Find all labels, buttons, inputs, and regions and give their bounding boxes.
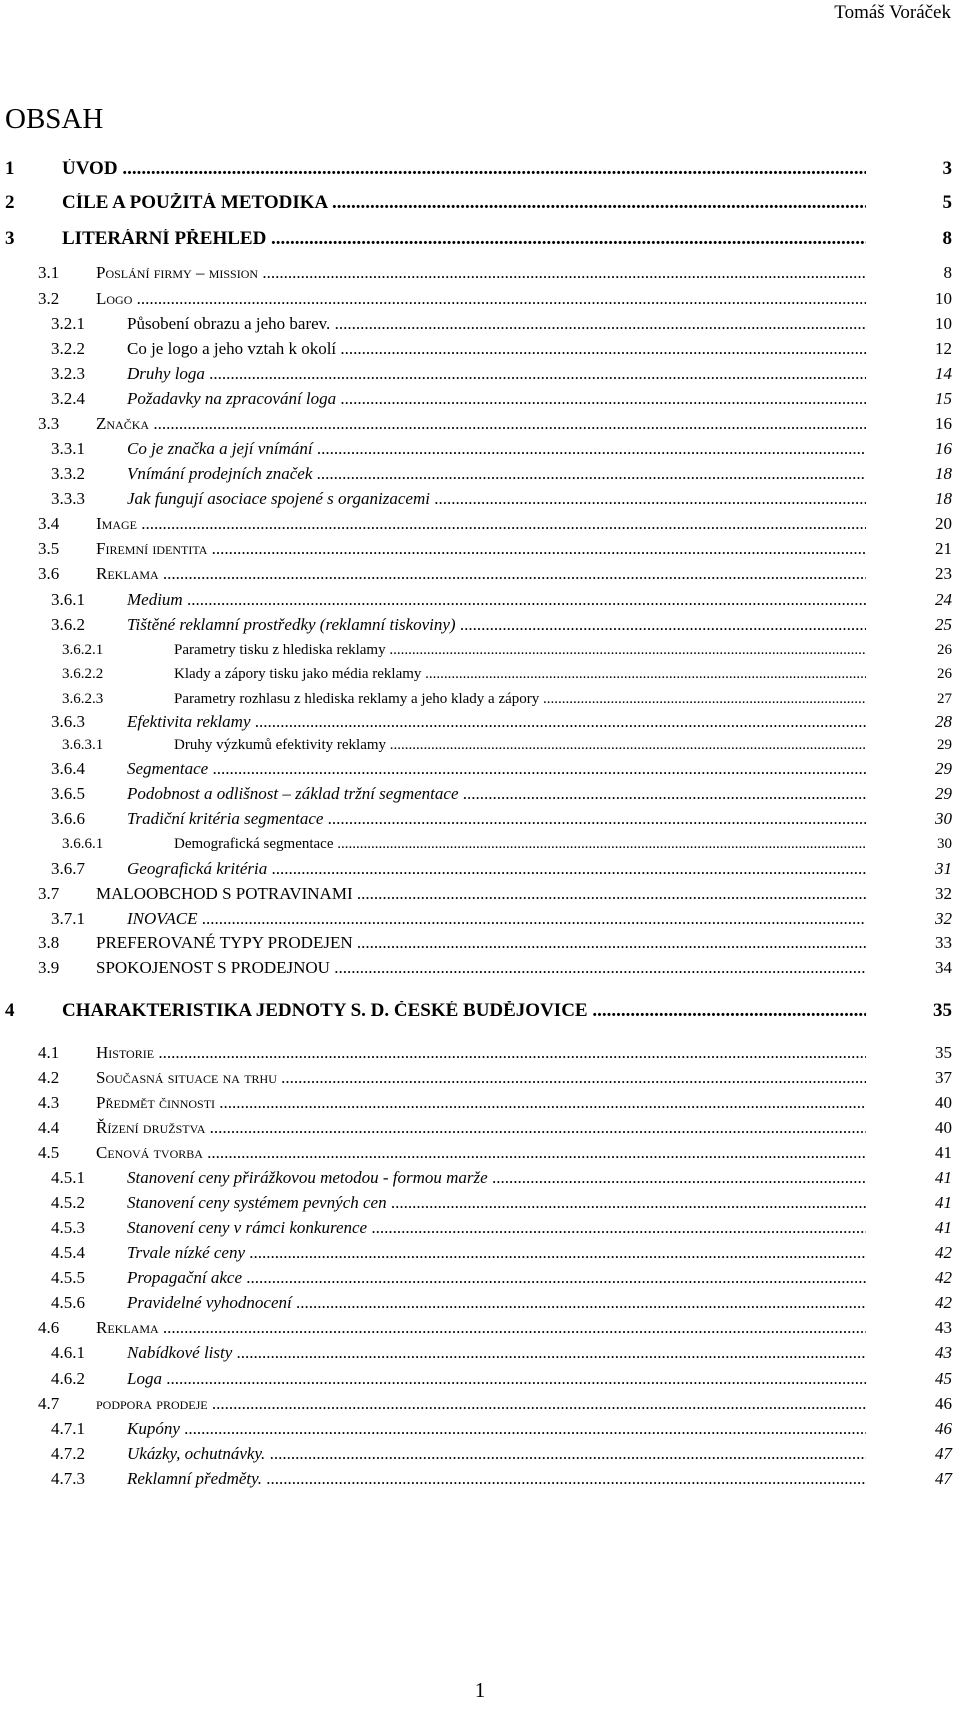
toc-entry-page: 42	[935, 1293, 952, 1312]
toc-entry-number: 3.3.1	[51, 439, 85, 458]
toc-entry[interactable]	[0, 514, 960, 540]
toc-entry[interactable]	[0, 735, 960, 761]
toc-entry-page: 14	[935, 364, 952, 383]
toc-entry-number: 2	[5, 192, 15, 213]
toc-entry-title: ÚVOD .....	[62, 159, 866, 179]
toc-entry-number: 3.6.7	[51, 859, 85, 878]
page-title: OBSAH	[5, 103, 104, 135]
toc-entry[interactable]	[0, 289, 960, 315]
toc-entry-number: 3.6.2.1	[62, 642, 104, 658]
toc-entry-number: 3	[5, 228, 15, 249]
toc-entry-number: 3.3.2	[51, 464, 85, 483]
toc-entry-title: Požadavky na zpracování loga .....	[127, 389, 866, 409]
toc-entry-title: Stanovení ceny v rámci konkurence .....	[127, 1218, 866, 1238]
toc-entry[interactable]	[0, 884, 960, 910]
toc-entry[interactable]	[0, 539, 960, 565]
toc-entry-page: 30	[937, 836, 952, 852]
toc-entry-page: 28	[935, 712, 952, 731]
toc-entry[interactable]	[0, 229, 960, 255]
toc-entry-title: CHARAKTERISTIKA JEDNOTY S. D. ČESKÉ BUDĚJOVICE .....	[62, 1001, 866, 1021]
toc-entry-number: 3.3.3	[51, 489, 85, 508]
author-name: Tomáš Voráček	[834, 2, 951, 23]
toc-entry-page: 32	[935, 909, 952, 928]
toc-entry-number: 3.6.2.3	[62, 691, 104, 707]
toc-entry-page: 26	[937, 666, 952, 682]
toc-entry-page: 8	[942, 228, 952, 249]
toc-entry-number: 3.6.2	[51, 615, 85, 634]
toc-entry-title: Současná situace na trhu .....	[96, 1068, 866, 1088]
toc-entry-number: 4.7.3	[51, 1469, 85, 1488]
toc-entry-title: Geografická kritéria .....	[127, 859, 866, 879]
toc-entry-title: Efektivita reklamy .....	[127, 712, 866, 732]
toc-entry-title: Historie .....	[96, 1043, 866, 1063]
toc-entry[interactable]	[0, 389, 960, 415]
toc-entry-title: INOVACE .....	[127, 909, 866, 929]
toc-entry-page: 34	[935, 958, 952, 977]
toc-entry-title: Značka .....	[96, 414, 866, 434]
toc-entry-number: 4.5.3	[51, 1218, 85, 1237]
toc-entry-number: 3.6.3	[51, 712, 85, 731]
toc-entry-number: 3.2.3	[51, 364, 85, 383]
toc-entry-number: 3.6.1	[51, 590, 85, 609]
toc-entry-page: 42	[935, 1243, 952, 1262]
toc-entry[interactable]	[0, 1143, 960, 1169]
toc-entry-title: Demografická segmentace .....	[174, 834, 866, 854]
toc-entry[interactable]	[0, 364, 960, 390]
toc-entry-page: 29	[935, 759, 952, 778]
toc-entry-title: PREFEROVANÉ TYPY PRODEJEN .....	[96, 933, 866, 953]
toc-entry-page: 35	[933, 1000, 952, 1021]
toc-entry-page: 41	[935, 1168, 952, 1187]
toc-entry-title: SPOKOJENOST S PRODEJNOU .....	[96, 958, 866, 978]
toc-entry-page: 20	[935, 514, 952, 533]
toc-entry[interactable]	[0, 489, 960, 515]
toc-entry[interactable]	[0, 263, 960, 289]
toc-entry-page: 37	[935, 1068, 952, 1087]
toc-entry-title: Poslání firmy – mission .....	[96, 263, 866, 283]
toc-entry-title: Působení obrazu a jeho barev. .....	[127, 314, 866, 334]
toc-entry-title: Druhy výzkumů efektivity reklamy .....	[174, 735, 866, 755]
toc-entry[interactable]	[0, 193, 960, 219]
toc-entry-number: 3.6.4	[51, 759, 85, 778]
toc-entry-page: 24	[935, 590, 952, 609]
toc-entry-number: 3.3	[38, 414, 60, 433]
toc-entry-title: Reklama .....	[96, 564, 866, 584]
toc-entry-page: 47	[935, 1444, 952, 1463]
toc-entry-number: 4.5.1	[51, 1168, 85, 1187]
toc-entry[interactable]	[0, 1293, 960, 1319]
toc-entry-number: 4.5.5	[51, 1268, 85, 1287]
toc-entry-title: Loga .....	[127, 1369, 866, 1389]
toc-entry[interactable]	[0, 615, 960, 641]
toc-entry-title: Co je značka a její vnímání .....	[127, 439, 866, 459]
toc-entry-number: 4.5.4	[51, 1243, 85, 1262]
toc-entry-title: Segmentace .....	[127, 759, 866, 779]
toc-entry-number: 3.6.6.1	[62, 836, 104, 852]
toc-entry-title: Image .....	[96, 514, 866, 534]
toc-entry-page: 21	[935, 539, 952, 558]
toc-entry[interactable]	[0, 1243, 960, 1269]
toc-entry-number: 4.5	[38, 1143, 60, 1162]
toc-entry-title: Předmět činnosti .....	[96, 1093, 866, 1113]
toc-entry-number: 3.6.2.2	[62, 666, 104, 682]
page-number: 1	[474, 1678, 486, 1702]
toc-entry-number: 4.6.1	[51, 1343, 85, 1362]
toc-entry[interactable]	[0, 1444, 960, 1470]
toc-entry-number: 4.5.2	[51, 1193, 85, 1212]
toc-entry-page: 46	[935, 1419, 952, 1438]
toc-entry-title: Propagační akce .....	[127, 1268, 866, 1288]
toc-entry-number: 3.2.4	[51, 389, 85, 408]
toc-entry[interactable]	[0, 464, 960, 490]
toc-entry[interactable]	[0, 1469, 960, 1495]
toc-entry[interactable]	[0, 664, 960, 690]
toc-entry-number: 4.6.2	[51, 1369, 85, 1388]
toc-entry[interactable]	[0, 1268, 960, 1294]
toc-entry-page: 29	[935, 784, 952, 803]
toc-entry[interactable]	[0, 759, 960, 785]
toc-entry-number: 3.6.3.1	[62, 737, 104, 753]
toc-entry-number: 4.3	[38, 1093, 60, 1112]
toc-entry-page: 30	[935, 809, 952, 828]
toc-entry-number: 4.7	[38, 1394, 60, 1413]
toc-entry-title: Tištěné reklamní prostředky (reklamní tiskoviny) .....	[127, 615, 866, 635]
toc-entry[interactable]	[0, 859, 960, 885]
toc-entry-page: 35	[935, 1043, 952, 1062]
toc-entry-page: 29	[937, 737, 952, 753]
toc-entry[interactable]	[0, 1118, 960, 1144]
toc-entry-page: 16	[935, 439, 952, 458]
toc-entry-title: Ukázky, ochutnávky. .....	[127, 1444, 866, 1464]
toc-entry-title: Cenová tvorba .....	[96, 1143, 866, 1163]
toc-entry[interactable]	[0, 1093, 960, 1119]
toc-entry-title: Kupóny .....	[127, 1419, 866, 1439]
toc-entry[interactable]	[0, 439, 960, 465]
toc-entry-page: 10	[935, 289, 952, 308]
toc-entry[interactable]	[0, 1068, 960, 1094]
toc-entry-title: Tradiční kritéria segmentace .....	[127, 809, 866, 829]
toc-entry-page: 18	[935, 464, 952, 483]
toc-entry-page: 31	[935, 859, 952, 878]
toc-entry-title: CÍLE A POUŽITÁ METODIKA .....	[62, 193, 866, 213]
toc-entry-number: 4.7.1	[51, 1419, 85, 1438]
toc-entry-number: 4	[5, 1000, 15, 1021]
toc-entry-number: 3.4	[38, 514, 60, 533]
toc-entry[interactable]	[0, 1193, 960, 1219]
toc-entry-title: podpora prodeje .....	[96, 1394, 866, 1414]
toc-entry-page: 47	[935, 1469, 952, 1488]
toc-entry-page: 43	[935, 1343, 952, 1362]
toc-entry[interactable]	[0, 414, 960, 440]
toc-entry[interactable]	[0, 834, 960, 860]
toc-entry-page: 33	[935, 933, 952, 952]
toc-entry-number: 3.7	[38, 884, 60, 903]
toc-entry[interactable]	[0, 640, 960, 666]
toc-entry[interactable]	[0, 1168, 960, 1194]
toc-entry[interactable]	[0, 1419, 960, 1445]
toc-entry-title: Logo .....	[96, 289, 866, 309]
toc-entry[interactable]	[0, 784, 960, 810]
toc-entry-page: 45	[935, 1369, 952, 1388]
toc-entry-page: 41	[935, 1143, 952, 1162]
toc-entry[interactable]	[0, 909, 960, 935]
toc-entry-title: Vnímání prodejních značek .....	[127, 464, 866, 484]
toc-entry-page: 25	[935, 615, 952, 634]
toc-entry-page: 27	[937, 691, 952, 707]
toc-entry-number: 4.7.2	[51, 1444, 85, 1463]
toc-entry-page: 23	[935, 564, 952, 583]
toc-entry-title: MALOOBCHOD S POTRAVINAMI .....	[96, 884, 866, 904]
toc-entry[interactable]	[0, 1318, 960, 1344]
toc-entry-title: Co je logo a jeho vztah k okolí .....	[127, 339, 866, 359]
toc-entry-title: Podobnost a odlišnost – základ tržní segmentace .....	[127, 784, 866, 804]
toc-entry-page: 12	[935, 339, 952, 358]
toc-entry-page: 32	[935, 884, 952, 903]
toc-entry-page: 5	[942, 192, 952, 213]
toc-entry-title: Stanovení ceny systémem pevných cen .....	[127, 1193, 866, 1213]
toc-entry-page: 18	[935, 489, 952, 508]
toc-entry[interactable]	[0, 933, 960, 959]
toc-entry-title: Pravidelné vyhodnocení .....	[127, 1293, 866, 1313]
toc-entry-page: 46	[935, 1394, 952, 1413]
toc-entry-page: 8	[943, 263, 952, 282]
toc-entry-page: 3	[942, 158, 952, 179]
toc-entry-title: Trvale nízké ceny .....	[127, 1243, 866, 1263]
toc-entry-page: 40	[935, 1118, 952, 1137]
toc-entry-number: 3.1	[38, 263, 60, 282]
toc-entry-number: 4.4	[38, 1118, 60, 1137]
toc-entry-title: Jak fungují asociace spojené s organizacemi .....	[127, 489, 866, 509]
toc-entry-number: 3.9	[38, 958, 60, 977]
toc-entry-number: 3.8	[38, 933, 60, 952]
toc-entry-page: 26	[937, 642, 952, 658]
toc-entry-number: 1	[5, 158, 15, 179]
toc-entry-number: 3.7.1	[51, 909, 85, 928]
toc-entry[interactable]	[0, 564, 960, 590]
toc-entry-title: Reklamní předměty. .....	[127, 1469, 866, 1489]
toc-entry[interactable]	[0, 1218, 960, 1244]
toc-entry[interactable]	[0, 1001, 960, 1027]
toc-entry-page: 41	[935, 1218, 952, 1237]
toc-entry-number: 4.6	[38, 1318, 60, 1337]
toc-entry-page: 16	[935, 414, 952, 433]
toc-entry-number: 3.2	[38, 289, 60, 308]
toc-entry-page: 40	[935, 1093, 952, 1112]
toc-entry-title: Nabídkové listy .....	[127, 1343, 866, 1363]
toc-entry[interactable]	[0, 339, 960, 365]
toc-entry-title: Firemní identita .....	[96, 539, 866, 559]
toc-entry-page: 43	[935, 1318, 952, 1337]
toc-entry-title: LITERÁRNÍ PŘEHLED .....	[62, 229, 866, 249]
toc-entry[interactable]	[0, 590, 960, 616]
toc-entry-number: 3.6	[38, 564, 60, 583]
toc-entry-title: Řízení družstva .....	[96, 1118, 866, 1138]
toc-entry-number: 4.1	[38, 1043, 60, 1062]
toc-entry-page: 15	[935, 389, 952, 408]
toc-entry-title: Parametry tisku z hlediska reklamy .....	[174, 640, 866, 660]
toc-entry-number: 3.6.5	[51, 784, 85, 803]
toc-entry-number: 4.2	[38, 1068, 60, 1087]
toc-entry-title: Medium .....	[127, 590, 866, 610]
toc-entry[interactable]	[0, 159, 960, 185]
toc-entry-title: Parametry rozhlasu z hlediska reklamy a jeho klady a zápory .....	[174, 689, 866, 709]
toc-entry[interactable]	[0, 314, 960, 340]
toc-entry[interactable]	[0, 1394, 960, 1420]
toc-entry-number: 3.2.1	[51, 314, 85, 333]
toc-entry[interactable]	[0, 1043, 960, 1069]
toc-entry-number: 3.2.2	[51, 339, 85, 358]
toc-entry-number: 3.6.6	[51, 809, 85, 828]
toc-entry-number: 3.5	[38, 539, 60, 558]
toc-entry-page: 41	[935, 1193, 952, 1212]
toc-entry-title: Stanovení ceny přirážkovou metodou - formou marže .....	[127, 1168, 866, 1188]
toc-entry-number: 4.5.6	[51, 1293, 85, 1312]
toc-entry-title: Reklama .....	[96, 1318, 866, 1338]
toc-entry[interactable]	[0, 809, 960, 835]
toc-entry[interactable]	[0, 1369, 960, 1395]
toc-entry-page: 42	[935, 1268, 952, 1287]
toc-entry-title: Klady a zápory tisku jako média reklamy .....	[174, 664, 866, 684]
toc-entry-page: 10	[935, 314, 952, 333]
toc-entry-title: Druhy loga .....	[127, 364, 866, 384]
toc-entry[interactable]	[0, 1343, 960, 1369]
toc-entry[interactable]	[0, 958, 960, 984]
